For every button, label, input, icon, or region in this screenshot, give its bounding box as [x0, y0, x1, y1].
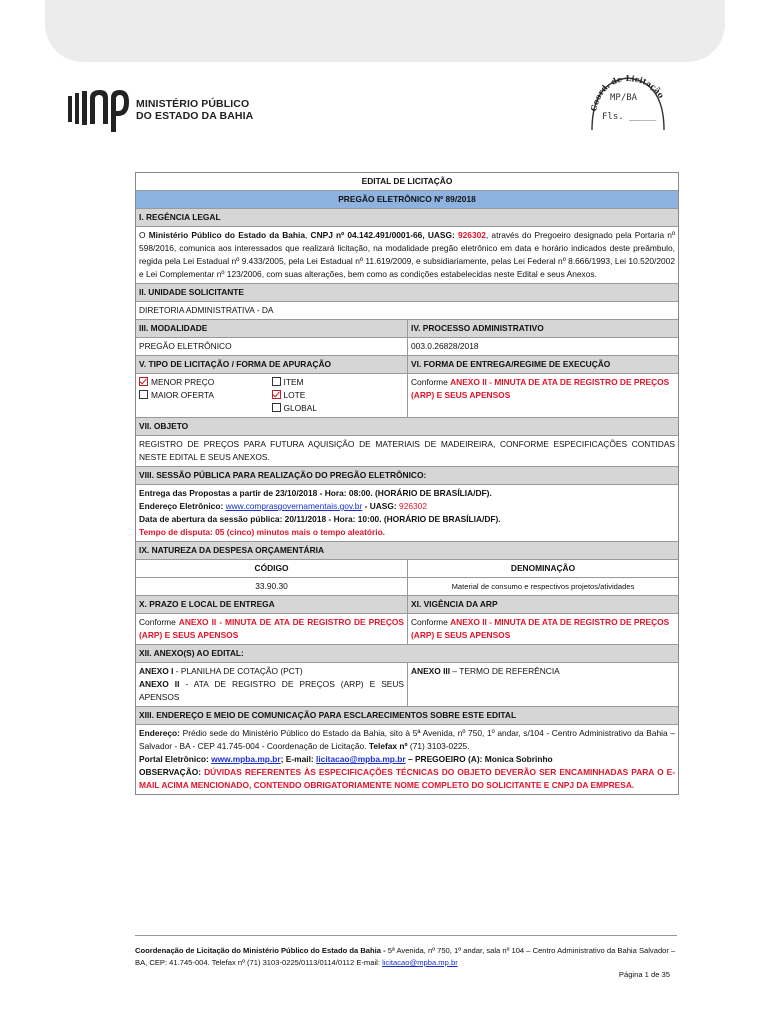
section-regencia: I. REGÊNCIA LEGAL: [136, 209, 678, 226]
section-natureza: IX. NATUREZA DA DESPESA ORÇAMENTÁRIA: [136, 542, 678, 559]
natureza-denominacao: Material de consumo e respectivos projetos/atividades: [407, 578, 678, 595]
processo-value: 003.0.26828/2018: [407, 338, 678, 355]
option-menor-preco: MENOR PREÇO: [139, 376, 272, 389]
anexos-list-left: [136, 663, 407, 706]
section-prazo: X. PRAZO E LOCAL DE ENTREGA: [136, 596, 407, 613]
checked-box-icon: [139, 377, 148, 386]
option-global: GLOBAL: [272, 402, 405, 415]
option-item: ITEM: [272, 376, 405, 389]
endereco-contacts: Portal Eletrônico: www.mpba.mp.br; E-mail: licitacao@mpba.mp.br – PREGOEIRO (A): Monica Sobrinho: [139, 754, 553, 764]
option-lote: LOTE: [272, 389, 405, 402]
option-maior-oferta: MAIOR OFERTA: [139, 389, 272, 402]
section-tipo: V. TIPO DE LICITAÇÃO / FORMA DE APURAÇÃO: [136, 356, 407, 373]
anexo-3: ANEXO III – TERMO DE REFERÊNCIA: [411, 666, 560, 676]
page-footer: Coordenação de Licitação do Ministério Público do Estado da Bahia - 5ª Avenida, nº 750, 1º andar, sala nº 104 – Centro Administrativo da Bahia Salvador – BA, CEP: 41.745-004. Telefax nº (71) 3103-0225/0113/0114/0112 E-mail: licitacao@mpba.mp.br: [135, 946, 676, 967]
natureza-col-denominacao: DENOMINAÇÃO: [407, 560, 678, 577]
tipo-options: [136, 374, 407, 417]
email-link[interactable]: licitacao@mpba.mp.br: [316, 754, 406, 764]
natureza-code: 33.90.30: [255, 581, 288, 591]
top-banner: [45, 0, 725, 62]
checked-box-icon: [272, 390, 281, 399]
page-number: Página 1 de 35: [618, 970, 670, 979]
section-sessao: VIII. SESSÃO PÚBLICA PARA REALIZAÇÃO DO PREGÃO ELETRÔNICO:: [136, 467, 678, 484]
forma-entrega-value: Conforme ANEXO II - MINUTA DE ATA DE REGISTRO DE PREÇOS (ARP) E SEUS APENSOS: [407, 374, 678, 417]
section-forma-entrega: VI. FORMA DE ENTREGA/REGIME DE EXECUÇÃO: [407, 356, 678, 373]
org-logo: [68, 88, 253, 132]
stamp-fls: Fls. _____: [602, 112, 657, 122]
doc-title: EDITAL DE LICITAÇÃO: [361, 176, 453, 186]
vigencia-value: Conforme ANEXO II - MINUTA DE ATA DE REGISTRO DE PREÇOS (ARP) E SEUS APENSOS: [407, 614, 678, 644]
endereco-observacao: OBSERVAÇÃO: DÚVIDAS REFERENTES ÀS ESPECIFICAÇÕES TÉCNICAS DO OBJETO DEVERÃO SER ENCAMINHADAS PARA O E-MAIL ACIMA MENCIONADO, CONTENDO OBRIGATORIAMENTE NOME COMPLETO DO SOLICITANTE E CNPJ DA EMPRESA.: [139, 767, 676, 790]
footer-email-link[interactable]: licitacao@mpba.mp.br: [382, 958, 458, 967]
prazo-value: Conforme ANEXO II - MINUTA DE ATA DE REGISTRO DE PREÇOS (ARP) E SEUS APENSOS: [139, 617, 404, 640]
objeto-value: REGISTRO DE PREÇOS PARA FUTURA AQUISIÇÃO DE MATERIAIS DE MADEIREIRA, CONFORME ESPECIFICAÇÕES CONTIDAS NESTE EDITAL E SEUS ANEXOS.: [139, 439, 675, 462]
section-endereco: XIII. ENDEREÇO E MEIO DE COMUNICAÇÃO PARA ESCLARECIMENTOS SOBRE ESTE EDITAL: [136, 707, 678, 724]
section-modalidade: III. MODALIDADE: [136, 320, 407, 337]
compras-link[interactable]: www.comprasgovernamentais.gov.br: [225, 501, 363, 511]
section-unidade: II. UNIDADE SOLICITANTE: [136, 284, 678, 301]
anexo-1: ANEXO I - PLANILHA DE COTAÇÃO (PCT): [139, 666, 303, 676]
portal-link[interactable]: www.mpba.mp.br: [211, 754, 281, 764]
pregao-number: PREGÃO ELETRÔNICO Nº 89/2018: [136, 191, 678, 208]
stamp-mpba: MP/BA: [610, 93, 638, 103]
empty-box-icon: [139, 390, 148, 399]
footer-divider: [135, 935, 677, 936]
empty-box-icon: [272, 403, 281, 412]
modalidade-value: PREGÃO ELETRÔNICO: [139, 341, 232, 351]
section-vigencia: XI. VIGÊNCIA DA ARP: [407, 596, 678, 613]
anexos-list-right: [407, 663, 678, 706]
org-name-line2: DO ESTADO DA BAHIA: [136, 110, 254, 122]
section-anexos: XII. ANEXO(S) AO EDITAL:: [136, 645, 678, 662]
anexo-2: ANEXO II - ATA DE REGISTRO DE PREÇOS (ARP) E SEUS APENSOS: [139, 679, 404, 702]
org-name-line1: MINISTÉRIO PÚBLICO: [136, 98, 250, 110]
endereco-details: [136, 725, 678, 794]
mp-logo-icon: [68, 88, 130, 132]
edital-table: [135, 172, 679, 795]
endereco-address: Endereço: Prédio sede do Ministério Público do Estado da Bahia, sito à 5ª Avenida, nº 750, 1º andar, s/104 - Centro Administrativo da Bahia – Salvador - BA - CEP 41.745-004 - Coordenação de Licitação. Telefax nº (71) 3103-0225.: [139, 728, 675, 751]
sessao-endereco: Endereço Eletrônico: www.comprasgovernamentais.gov.br - UASG: 926302: [139, 501, 427, 511]
sessao-abertura: Data de abertura da sessão pública: 20/11/2018 - Hora: 10:00. (HORÁRIO DE BRASÍLIA/DF).: [139, 514, 501, 524]
sessao-disputa: Tempo de disputa: 05 (cinco) minutos mais o tempo aleatório.: [139, 527, 386, 537]
regencia-text: O Ministério Público do Estado da Bahia, CNPJ nº 04.142.491/0001-66, UASG: 926302, através do Pregoeiro designado pela Portaria nº 598/2016, comunica aos interessados que realizará licitação, na modalidade pregão eletrônico em data e horário indicados deste preâmbulo, regida pela Lei Estadual nº 9.433/2005, pela Lei Estadual nº 11.619/2009, e subsidiariamente, pelas Lei Federal nº 8.666/1993, Lei 10.520/2002 e Lei Complementar nº 123/2006, com suas alterações, bem como as condições estabelecidas neste Edital e seus Anexos.: [139, 230, 676, 279]
section-objeto: VII. OBJETO: [136, 418, 678, 435]
empty-box-icon: [272, 377, 281, 386]
natureza-col-codigo: CÓDIGO: [254, 563, 289, 573]
sessao-entrega: Entrega das Propostas a partir de 23/10/2018 - Hora: 08:00. (HORÁRIO DE BRASÍLIA/DF).: [139, 488, 492, 498]
svg-text:Coord. de Licitação: Coord. de Licitação: [588, 72, 667, 113]
sessao-details: [136, 485, 678, 541]
unidade-value: DIRETORIA ADMINISTRATIVA - DA: [139, 305, 274, 315]
section-processo: IV. PROCESSO ADMINISTRATIVO: [407, 320, 678, 337]
